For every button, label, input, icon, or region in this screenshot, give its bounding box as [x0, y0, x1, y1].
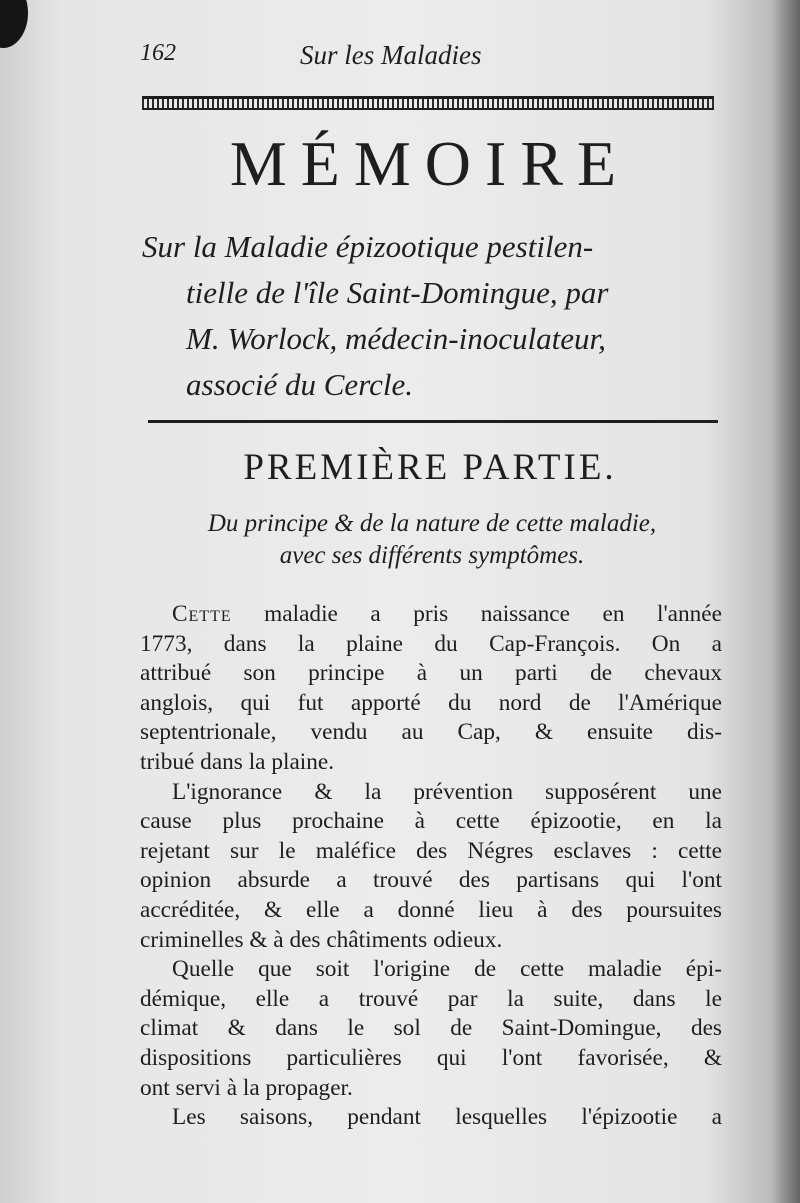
body-line: rejetant sur le maléfice des Négres esclaves : cette	[140, 837, 722, 864]
running-head: Sur les Maladies	[300, 40, 482, 70]
page-number: 162	[140, 40, 176, 66]
body-line: opinion absurde a trouvé des partisans qui l'ont	[140, 867, 722, 894]
part-title: PREMIÈRE PARTIE.	[243, 447, 617, 488]
body-line: Les saisons, pendant lesquelles l'épizootie a	[172, 1104, 722, 1131]
memoire-title: MÉMOIRE	[229, 128, 631, 199]
section-rule	[148, 420, 718, 423]
part-subtitle	[132, 508, 732, 572]
body-line: 1773, dans la plaine du Cap-François. On a	[140, 630, 722, 657]
body-line: dispositions particulières qui l'ont favorisée, &	[140, 1044, 722, 1071]
body-line-text: maladie a pris naissance en l'année	[231, 601, 722, 627]
ornamental-rule	[142, 96, 714, 110]
body-text	[140, 600, 722, 1133]
body-line: accréditée, & elle a donné lieu à des poursuites	[140, 896, 722, 923]
body-line: Quelle que soit l'origine de cette maladie épi-	[172, 956, 722, 983]
body-line: climat & dans le sol de Saint-Domingue, des	[140, 1015, 722, 1042]
body-line: attribué son principe à un parti de chevaux	[140, 660, 722, 687]
memoire-subtitle-line: Sur la Maladie épizootique pestilen-	[142, 229, 594, 264]
body-line: ont servi à la propager.	[140, 1074, 353, 1101]
body-line: cause plus prochaine à cette épizootie, en la	[140, 808, 722, 835]
page-edge-shadow	[772, 0, 800, 1203]
body-line: démique, elle a trouvé par la suite, dans le	[140, 985, 722, 1012]
body-line: tribué dans la plaine.	[140, 748, 335, 775]
part-subtitle-line: avec ses différents symptômes.	[279, 542, 585, 569]
memoire-subtitle	[142, 224, 732, 408]
body-line: L'ignorance & la prévention supposérent une	[172, 778, 722, 805]
memoire-subtitle-line: tielle de l'île Saint-Domingue, par	[186, 275, 609, 310]
lead-word: Cette	[172, 601, 232, 627]
body-line: anglois, qui fut apporté du nord de l'Amérique	[140, 689, 722, 716]
memoire-subtitle-line: associé du Cercle.	[186, 367, 413, 402]
page-corner-shadow	[0, 0, 28, 48]
body-line	[140, 600, 722, 630]
body-line: criminelles & à des châtiments odieux.	[140, 926, 503, 953]
part-subtitle-line: Du principe & de la nature de cette maladie,	[207, 510, 657, 537]
memoire-subtitle-line: M. Worlock, médecin-inoculateur,	[186, 321, 606, 356]
body-line: septentrionale, vendu au Cap, & ensuite dis-	[140, 719, 722, 746]
